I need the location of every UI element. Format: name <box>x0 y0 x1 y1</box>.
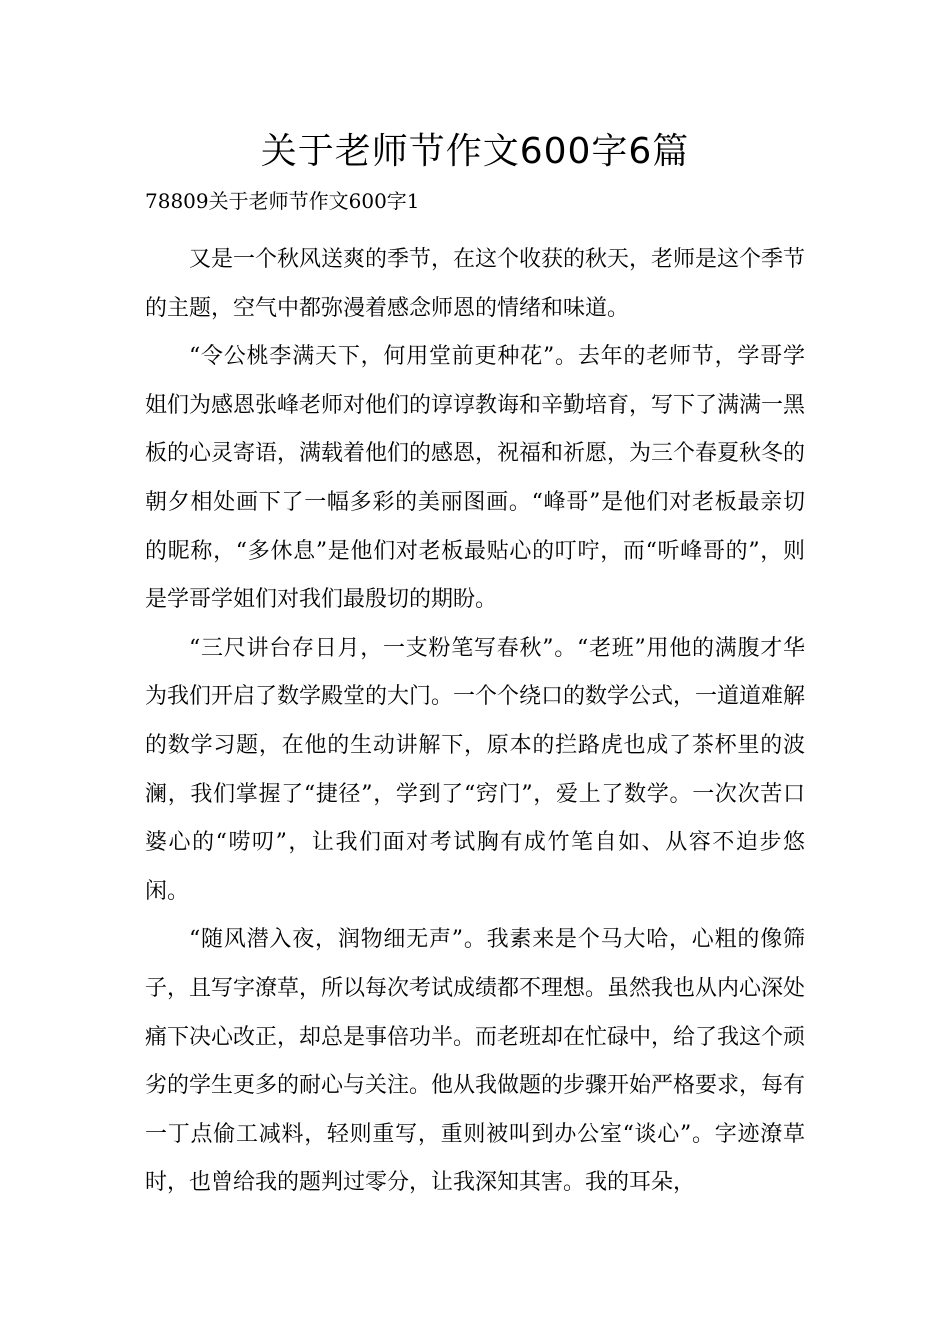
paragraph: 又是一个秋风送爽的季节，在这个收获的秋天，老师是这个季节的主题，空气中都弥漫着感念师恩的情绪和味道。 <box>145 247 806 321</box>
document-subtitle: 78809关于老师节作文600字1 <box>145 189 420 213</box>
paragraph: “随风潜入夜，润物细无声”。我素来是个马大哈，心粗的像筛子，且写字潦草，所以每次考试成绩都不理想。虽然我也从内心深处痛下决心改正，却总是事倍功半。而老班却在忙碌中，给了我这个顽劣的学生更多的耐心与关注。他从我做题的步骤开始严格要求，每有一丁点偷工减料，轻则重写，重则被叫到办公室“谈心”。字迹潦草时，也曾给我的题判过零分，让我深知其害。我的耳朵， <box>145 927 806 1196</box>
document-body <box>145 236 805 1208</box>
paragraph: “令公桃李满天下，何用堂前更种花”。去年的老师节，学哥学姐们为感恩张峰老师对他们的谆谆教诲和辛勤培育，写下了满满一黑板的心灵寄语，满载着他们的感恩，祝福和祈愿，为三个春夏秋冬的朝夕相处画下了一幅多彩的美丽图画。“峰哥”是他们对老板最亲切的昵称，“多休息”是他们对老板最贴心的叮咛，而“听峰哥的”，则是学哥学姐们对我们最殷切的期盼。 <box>145 344 806 613</box>
document-title: 关于老师节作文600字6篇 <box>260 131 690 172</box>
paragraph: “三尺讲台存日月，一支粉笔写春秋”。“老班”用他的满腹才华为我们开启了数学殿堂的大门。一个个绕口的数学公式，一道道难解的数学习题，在他的生动讲解下，原本的拦路虎也成了茶杯里的波澜，我们掌握了“捷径”，学到了“窍门”，爱上了数学。一次次苦口婆心的“唠叨”，让我们面对考试胸有成竹笔自如、从容不迫步悠闲。 <box>145 635 806 904</box>
